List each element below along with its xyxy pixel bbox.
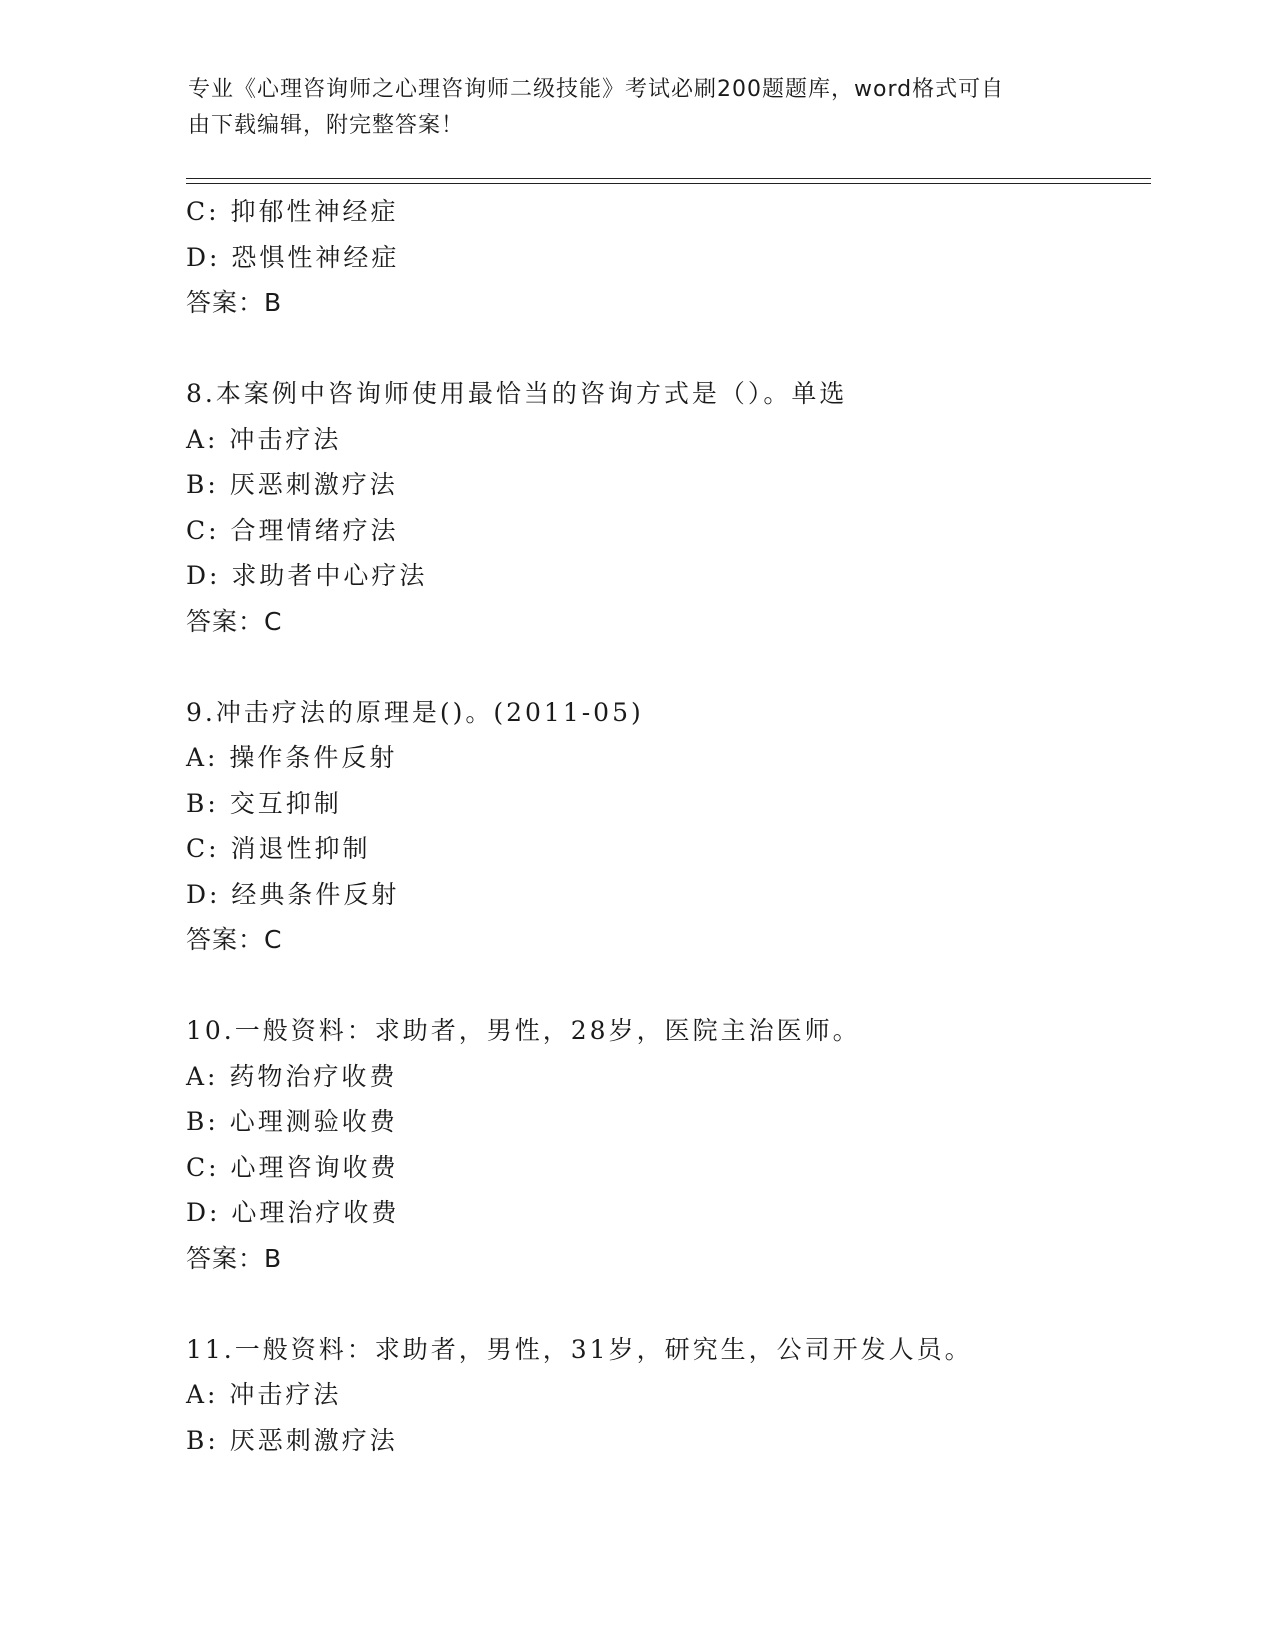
- option-a: A: 冲击疗法: [186, 424, 342, 454]
- header-line-1: 专业《心理咨询师之心理咨询师二级技能》考试必刷200题题库，word格式可自: [188, 77, 1005, 102]
- question-block-9: [186, 690, 1146, 963]
- answer-line: 答案：B: [186, 288, 283, 317]
- question-block-11: [186, 1327, 1146, 1464]
- option-c: C: 消退性抑制: [186, 834, 371, 863]
- option-b: B: 厌恶刺激疗法: [186, 470, 398, 499]
- option-d: D: 求助者中心疗法: [186, 561, 428, 590]
- header-line-2: 由下载编辑，附完整答案！: [188, 113, 465, 138]
- header-divider-bottom: [186, 183, 1151, 184]
- question-stem: 10.一般资料：求助者，男性，28岁，医院主治医师。: [186, 1016, 861, 1045]
- option-b: B: 交互抑制: [186, 788, 342, 818]
- question-stem: 11.一般资料：求助者，男性，31岁，研究生，公司开发人员。: [186, 1334, 973, 1364]
- answer-line: 答案：C: [186, 606, 283, 636]
- option-c: C: 抑郁性神经症: [186, 197, 399, 226]
- option-b: B: 厌恶刺激疗法: [186, 1425, 398, 1455]
- spacer: [186, 326, 1146, 372]
- option-a: A: 药物治疗收费: [186, 1061, 398, 1091]
- document-header: [188, 72, 1068, 144]
- option-a: A: 操作条件反射: [186, 743, 398, 772]
- option-d: D: 经典条件反射: [186, 879, 400, 909]
- question-stem: 8.本案例中咨询师使用最恰当的咨询方式是（）。单选: [186, 379, 848, 408]
- option-c: C: 心理咨询收费: [186, 1152, 399, 1182]
- spacer: [186, 644, 1146, 690]
- question-block-7: [186, 189, 1146, 326]
- header-divider-top: [186, 178, 1151, 179]
- answer-line: 答案：C: [186, 925, 283, 954]
- question-block-8: [186, 371, 1146, 644]
- option-d: D: 恐惧性神经症: [186, 242, 400, 272]
- question-stem: 9.冲击疗法的原理是()。(2011-05): [186, 697, 644, 727]
- option-a: A: 冲击疗法: [186, 1380, 342, 1409]
- question-list: [186, 189, 1146, 1463]
- option-c: C: 合理情绪疗法: [186, 515, 399, 545]
- spacer: [186, 1281, 1146, 1327]
- question-block-10: [186, 1008, 1146, 1281]
- spacer: [186, 963, 1146, 1009]
- option-b: B: 心理测验收费: [186, 1107, 398, 1136]
- option-d: D: 心理治疗收费: [186, 1198, 400, 1227]
- answer-line: 答案：B: [186, 1243, 283, 1273]
